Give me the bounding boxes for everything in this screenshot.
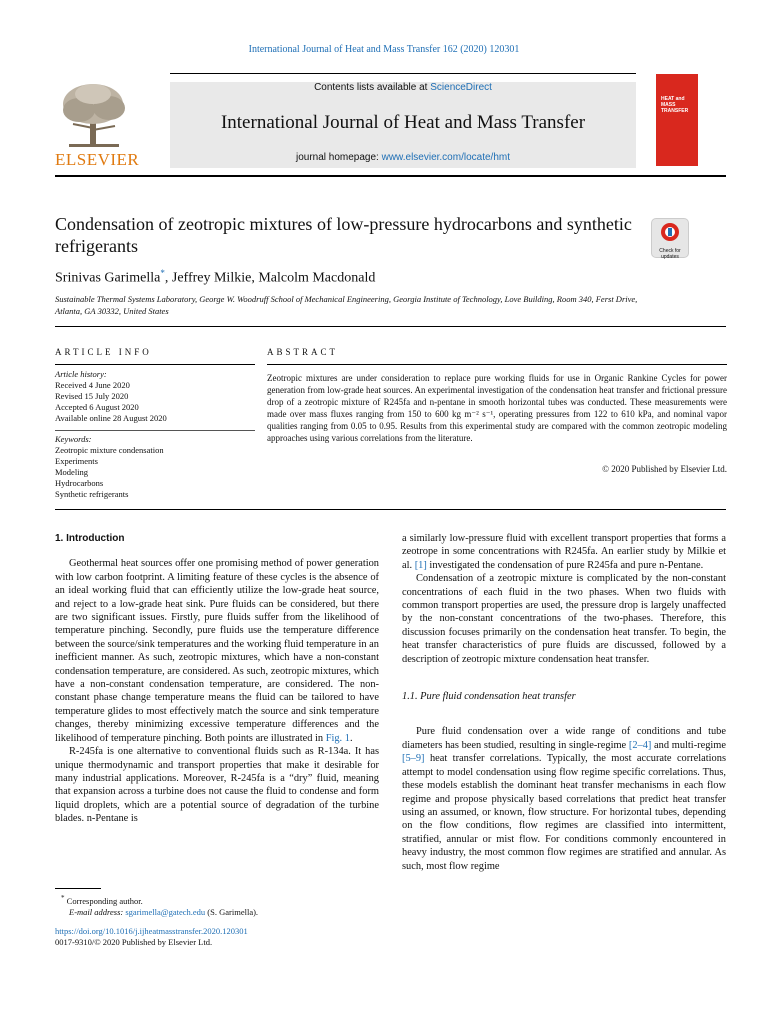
footnote-rule — [55, 888, 101, 889]
elsevier-tree-logo — [55, 80, 133, 150]
article-history — [55, 369, 255, 424]
check-for-updates-button[interactable] — [651, 218, 689, 258]
history-received: Received 4 June 2020 — [55, 380, 130, 390]
left-column — [55, 532, 379, 826]
journal-homepage-line: journal homepage: www.elsevier.com/locate/hmt — [295, 152, 510, 163]
sciencedirect-link[interactable]: ScienceDirect — [430, 82, 492, 93]
check-updates-icon — [652, 219, 688, 243]
abstract-text: Zeotropic mixtures are under consideration to replace pure working fluids for use in Organic Rankine Cycles for power generation from low-grade heat sources. An experimental investigation of the condensation heat transfer and frictional pressure drop of a zeotropic mixture of R245fa and n-pentane in smooth horizontal tubes was conducted. These measurements were made over mass fluxes ranging from 150 to 600 kg m⁻² s⁻¹, operating pressures from 122 to 610 kPa, and nominal vapor qualities ranging from 0.05 to 0.95. Results from this experimental study are compared with the common zeotropic modeling approaches using various correlations from the literature. — [267, 373, 727, 443]
corresponding-footnote: * Corresponding author. — [61, 894, 143, 906]
keywords-rule — [55, 430, 255, 431]
keyword-item: Hydrocarbons — [55, 478, 104, 488]
ref-link[interactable]: [1] — [414, 559, 427, 571]
body-divider — [55, 509, 726, 510]
article-info-rule — [55, 364, 255, 365]
fig1-link[interactable]: Fig. 1 — [325, 732, 350, 744]
footnote — [55, 893, 375, 918]
author-list — [55, 268, 375, 287]
keyword-item: Zeotropic mixture condensation — [55, 445, 164, 455]
intro-paragraph-2: R-245fa is one alternative to conventional fluids such as R-134a. It has unique thermodynamic and transport properties that make it desirable for many industrial applications. Moreover, R-245fa is a “dry” fluid, meaning that expansion across a turbine does not cause the fluid to condense and form liquid droplets, which are a potential source of degradation of the turbine blades. n-Pentane is — [55, 746, 379, 825]
contents-line: Contents lists available at ScienceDirect — [314, 82, 492, 93]
keywords — [55, 434, 255, 500]
journal-name: International Journal of Heat and Mass Transfer — [220, 112, 586, 133]
abstract-rule — [267, 364, 727, 365]
header-top-rule — [170, 73, 636, 74]
intro-paragraph-1: Geothermal heat sources offer one promising method of power generation with low carbon footprint. A limiting feature of these cycles is the absence of an ideal working fluid that can efficiently utilize the low-grade heat source, and reject to a low-grade heat sink. Pure fluids can be considered, but there are two significant issues. Firstly, pure fluids suffer from the likelihood of temperature pinching. Secondly, pure fluids use the temperature difference between the source/sink temperatures and the working fluid temperature in an inefficient manner. As such, zeotropic mixtures, which have a non-constant condensation temperature, are considered. As such, zeotropic mixtures, which have a non-constant condensation temperature, are considered. The non-constant phase change temperature means the fluid can be tailored to have temperature glides to most effectively match the source and sink temperature changes, thereby minimizing excessive temperature differences and the likelihood of temperature pinching. Both points are illustrated in Fig. 1. — [55, 558, 379, 744]
intro-heading: 1. Introduction — [55, 533, 125, 544]
intro-paragraph-3: a similarly low-pressure fluid with excellent transport properties that forms a zeotrope in some concentrations with R245fa. An earlier study by Milkie et al. [1] investigated the condensation of pure R245fa and pure n-Pentane. — [402, 533, 726, 571]
history-label: Article history: — [55, 369, 107, 379]
subsection-paragraph: Pure fluid condensation over a wide range of conditions and tube diameters has been studied, resulting in single-regime [2–4] and multi-regime [5–9] heat transfer correlations. Typically, the most accurate correlations attempt to model condensation using flow regime specific correlations. Thus, these models establish the dominant heat transfer mechanisms in each flow regime and propose physically based correlations that predict heat transfer using an assumed, or known, flow structure. For horizontal tubes, depending on the flow conditions, flow regimes are classified into intermittent, stratified, annular or mist flow. For conditions commonly encountered in heavy industry, the most common flow regimes are stratified and annular. As such, most flow regime — [402, 726, 726, 872]
article-title: Condensation of zeotropic mixtures of low-pressure hydrocarbons and synthetic refrigerants — [55, 214, 632, 256]
email-link[interactable]: sgarimella@gatech.edu — [125, 906, 206, 917]
cover-title: HEAT and MASS TRANSFER — [661, 96, 689, 114]
article-info-heading: ARTICLE INFO — [55, 347, 152, 357]
corresponding-mark[interactable]: * — [160, 268, 165, 278]
homepage-link[interactable]: www.elsevier.com/locate/hmt — [381, 152, 510, 163]
history-revised: Revised 15 July 2020 — [55, 391, 129, 401]
affiliation: Sustainable Thermal Systems Laboratory, George W. Woodruff School of Mechanical Engineering, Georgia Institute of Technology, Love Building, Room 340, Ferst Drive, Atlanta, GA 30332, United States — [55, 294, 638, 316]
coauthors: , Jeffrey Milkie, Malcolm Macdonald — [164, 270, 376, 286]
ref-link[interactable]: [2–4] — [628, 739, 652, 751]
check-updates-label: Check for updates — [659, 248, 681, 260]
history-accepted: Accepted 6 August 2020 — [55, 402, 139, 412]
keyword-item: Synthetic refrigerants — [55, 489, 129, 499]
section-divider — [55, 326, 726, 327]
subsection-heading: 1.1. Pure fluid condensation heat transfer — [402, 691, 576, 703]
issn-line: 0017-9310/© 2020 Published by Elsevier Ltd. — [55, 937, 213, 947]
keyword-item: Modeling — [55, 467, 89, 477]
journal-citation[interactable]: International Journal of Heat and Mass Transfer 162 (2020) 120301 — [248, 44, 520, 55]
history-online: Available online 28 August 2020 — [55, 413, 167, 423]
author-name[interactable]: Srinivas Garimella — [55, 270, 161, 286]
elsevier-logo-text: ELSEVIER — [55, 150, 140, 169]
header-bottom-rule — [55, 175, 726, 177]
abstract-copyright: © 2020 Published by Elsevier Ltd. — [602, 464, 727, 474]
keywords-label: Keywords: — [55, 434, 92, 444]
ref-link[interactable]: [5–9] — [402, 753, 425, 765]
email-footnote: E-mail address: sgarimella@gatech.edu (S. Garimella). — [69, 906, 259, 917]
right-column — [402, 532, 726, 873]
keyword-item: Experiments — [55, 456, 98, 466]
page-footer — [55, 926, 375, 948]
abstract-heading: ABSTRACT — [267, 347, 339, 357]
journal-cover-thumbnail[interactable] — [656, 74, 698, 166]
intro-paragraph-4: Condensation of a zeotropic mixture is complicated by the non-constant concentrations of each fluid in the two phases. When two fluids with common transport properties are used, the pressure drop is largely unaffected by the non-constant concentrations of the two-phases. Therefore, this discussion focuses primarily on the condensation heat transfer. To begin, the heat transfer characteristics of pure fluids are discussed, followed by a description of zeotropic mixture condensation heat transfer. — [402, 573, 726, 665]
doi-link[interactable]: https://doi.org/10.1016/j.ijheatmasstransfer.2020.120301 — [55, 926, 248, 936]
